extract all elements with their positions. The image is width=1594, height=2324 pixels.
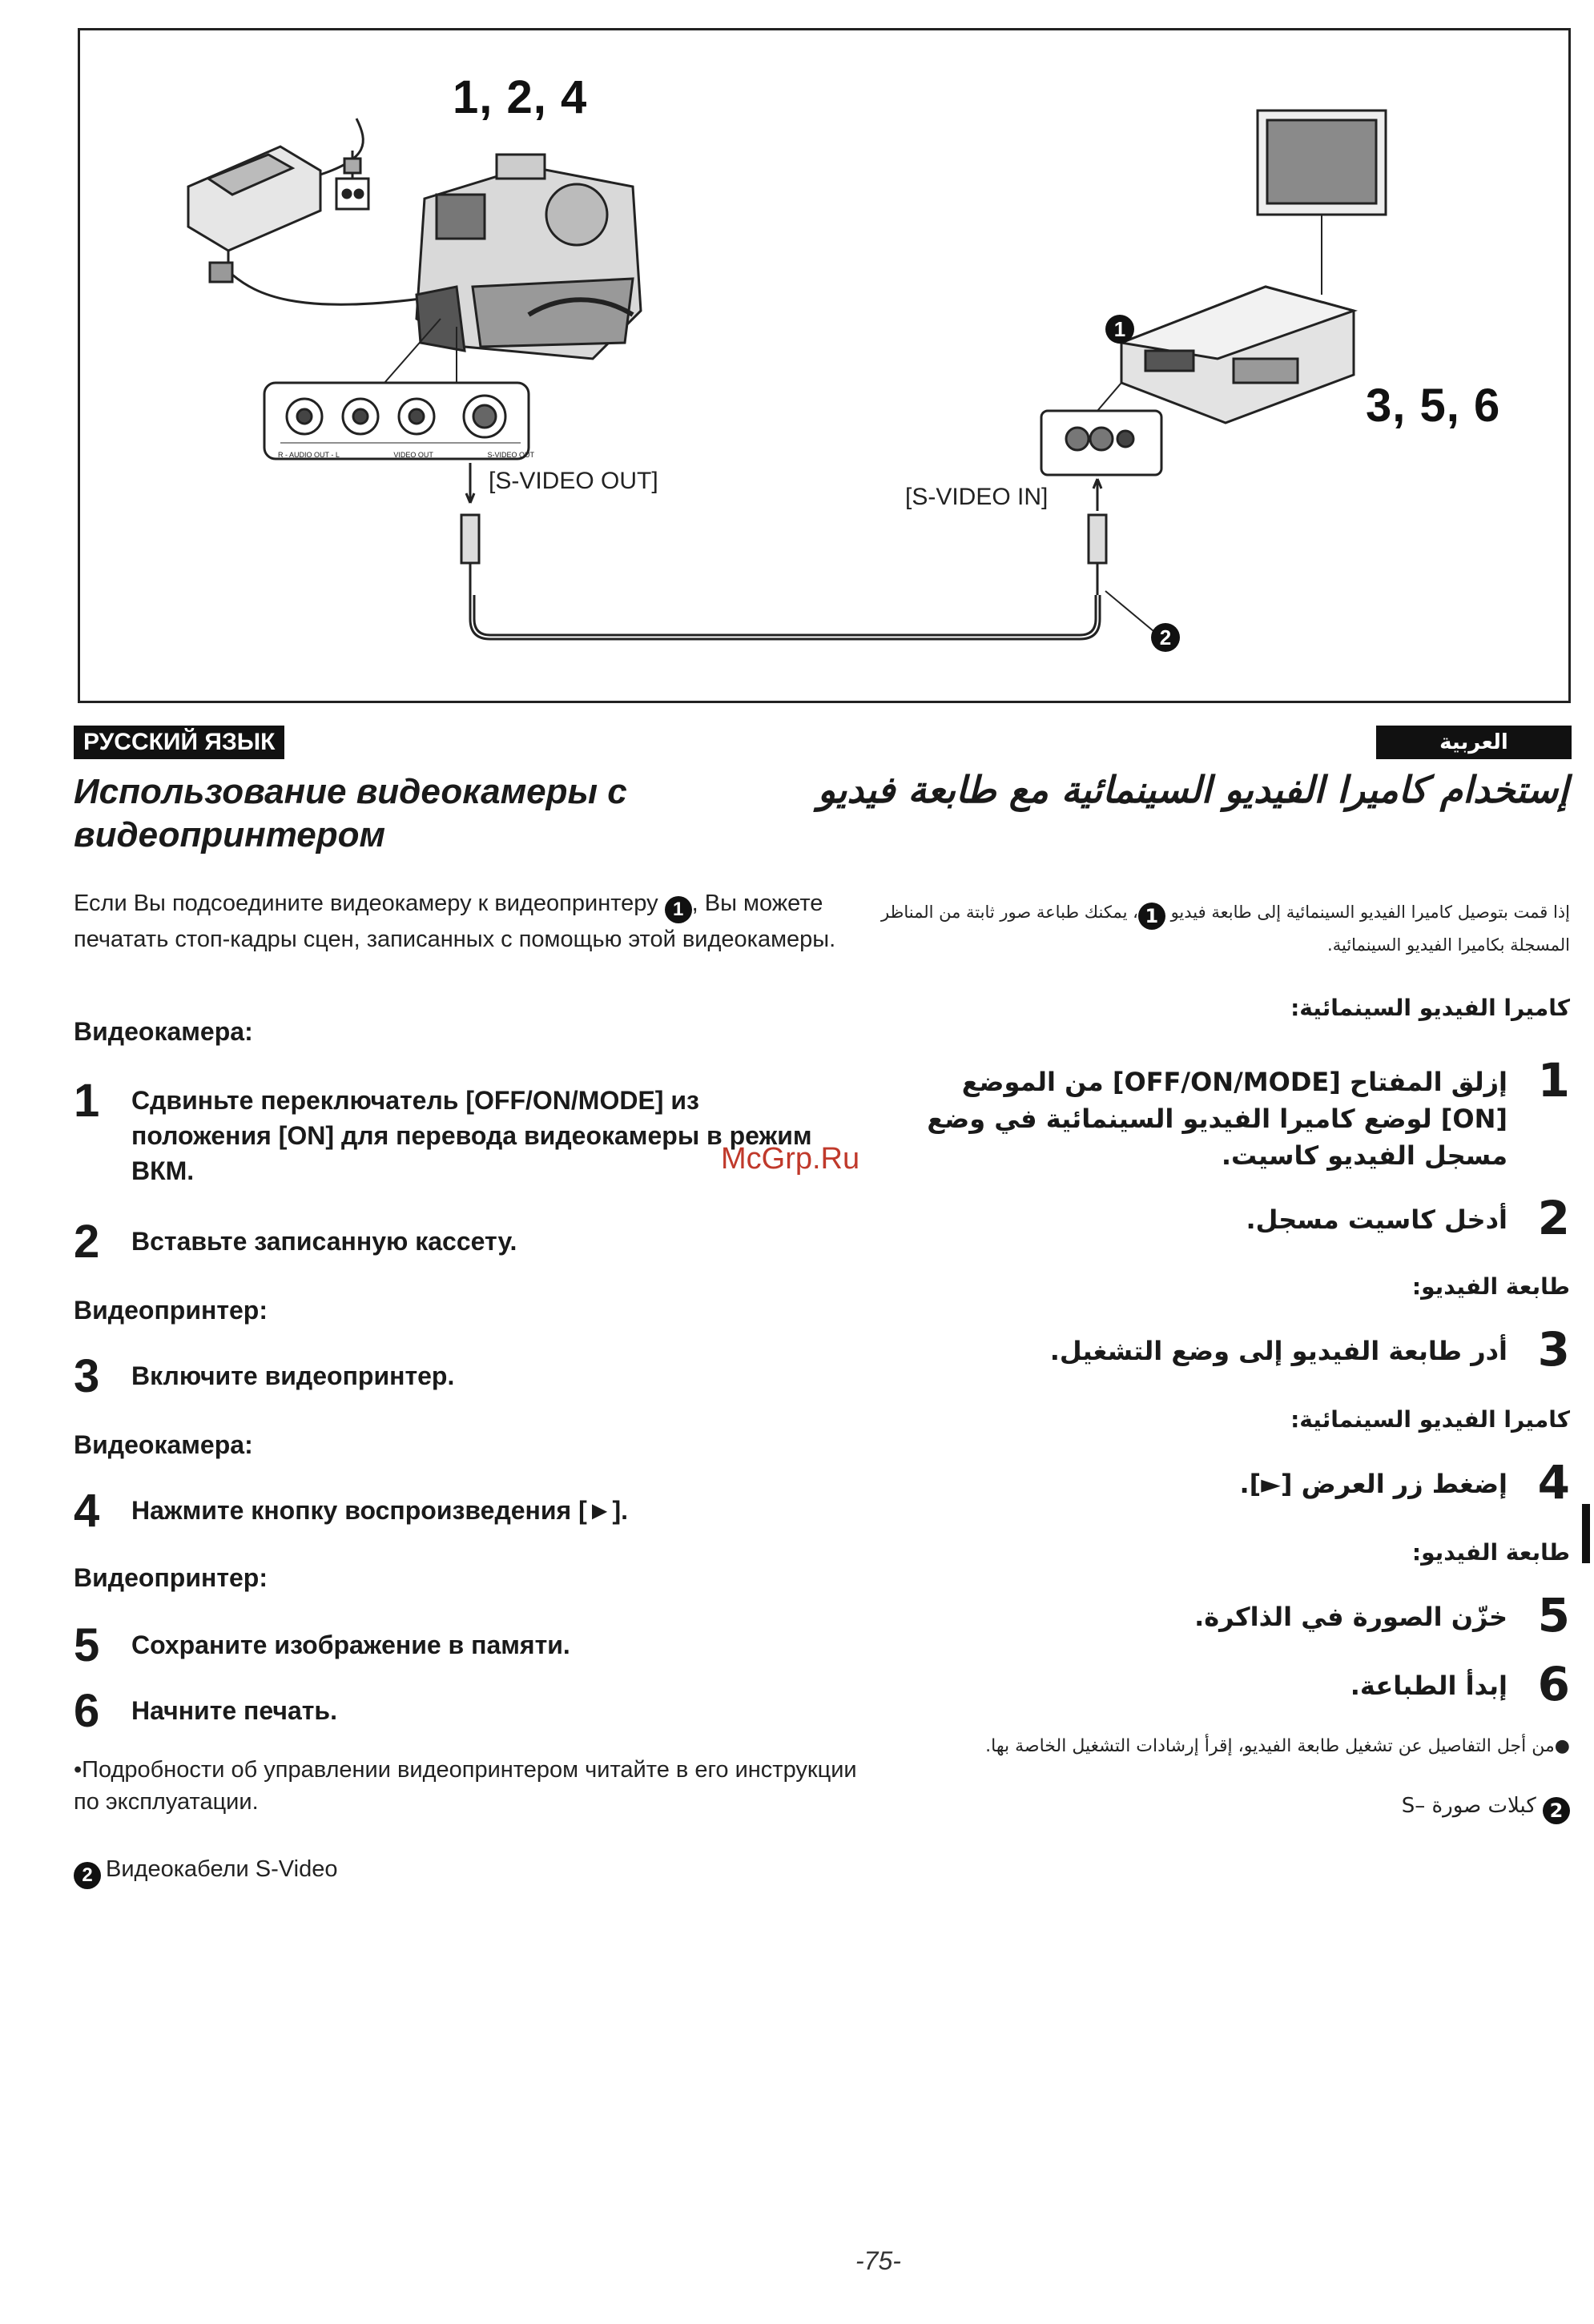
ru-step-3-text: Включите видеопринтер. (131, 1361, 455, 1390)
ar-step-4-number: 4 (1537, 1455, 1570, 1510)
ar-cable-marker: 2 (1543, 1797, 1570, 1824)
ru-step-2-text: Вставьте записанную кассету. (131, 1227, 517, 1256)
ru-cable-caption (74, 1856, 337, 1889)
ru-intro-text-b: , Вы можете печатать стоп-кадры сцен, записанных с помощью этой видеокамеры. (74, 891, 836, 952)
ar-intro-text-a: إذا قمت بتوصيل كاميرا الفيديو السينمائية إلى طابعة فيديو (1170, 903, 1570, 922)
ru-step-5-number: 5 (74, 1619, 100, 1671)
ru-step-5-text: Сохраните изображение в памяти. (131, 1630, 570, 1659)
ru-heading-printer-2: Видеопринтер: (74, 1563, 268, 1592)
arabic-language-tab: العربية (1376, 726, 1572, 759)
ru-cable-marker: 2 (74, 1862, 101, 1889)
ar-heading-camera-1: كاميرا الفيديو السينمائية: (1290, 995, 1570, 1021)
ar-heading-printer-2: طابعة الفيديو: (1411, 1539, 1570, 1566)
ru-printer-note: •Подробности об управлении видеопринтером читайте в его инструкции по эксплуатации. (74, 1757, 857, 1815)
ar-heading-printer-1: طابعة الفيديو: (1411, 1273, 1570, 1300)
ar-step-2-text: أدخل كاسيت مسجل. (1246, 1204, 1507, 1235)
ru-step-6-text: Начните печать. (131, 1696, 337, 1725)
ar-step-3-text: أدر طابعة الفيديو إلى وضع التشغيل. (1049, 1336, 1507, 1366)
ar-step-5-text: خزّن الصورة في الذاكرة. (1194, 1602, 1507, 1632)
power-plug-illustration (320, 119, 368, 209)
tv-monitor-illustration (1258, 111, 1386, 295)
ar-intro-text-b: ، يمكنك طباعة صور ثابتة من المناظر المسجلة بكاميرا الفيديو السينمائية. (881, 903, 1570, 955)
ru-cable-text: Видеокабели S-Video (106, 1856, 338, 1882)
printer-steps-label: 3, 5, 6 (1366, 380, 1501, 432)
ar-step-4-text: إضغط زر العرض [►]. (1239, 1469, 1507, 1499)
ru-section-title: Использование видеокамеры с видеопринтером (74, 772, 627, 854)
ar-step-6-number: 6 (1537, 1657, 1570, 1711)
ru-heading-printer-1: Видеопринтер: (74, 1296, 268, 1325)
page-edge-marker (1582, 1504, 1590, 1563)
ar-heading-camera-2: كاميرا الفيديو السينمائية: (1290, 1406, 1570, 1433)
ru-step-4-text: Нажмите кнопку воспроизведения [►]. (131, 1496, 628, 1525)
cable-marker-2: 2 (1151, 623, 1180, 652)
ru-heading-camera-2: Видеокамера: (74, 1430, 253, 1459)
ar-step-1-number: 1 (1537, 1053, 1570, 1108)
ar-step-2-number: 2 (1537, 1191, 1570, 1245)
ar-section-title: إستخدام كاميرا الفيديو السينمائية مع طابعة فيديو (817, 768, 1568, 811)
ru-intro-paragraph (74, 887, 875, 955)
ru-step-4-number: 4 (74, 1485, 100, 1537)
ar-step-6-text: إبدأ الطباعة. (1350, 1671, 1507, 1701)
jack-label-svideo: S-VIDEO OUT (487, 451, 534, 459)
ar-step-3-number: 3 (1537, 1322, 1570, 1377)
jack-label-row (278, 451, 534, 459)
ru-step-2-number: 2 (74, 1216, 100, 1268)
ar-printer-note: ●من أجل التفاصيل عن تشغيل طابعة الفيديو، إقرأ إرشادات التشغيل الخاصة بها. (985, 1736, 1570, 1756)
connection-diagram-drawing (80, 30, 1568, 701)
ru-intro-marker: 1 (665, 896, 692, 923)
camera-steps-label: 1, 2, 4 (453, 71, 588, 123)
printer-marker-1: 1 (1105, 315, 1134, 344)
ar-step-5-number: 5 (1537, 1588, 1570, 1642)
ac-adaptor-illustration (188, 147, 320, 282)
s-video-out-label: [S-VIDEO OUT] (489, 468, 658, 494)
ar-intro-paragraph (849, 897, 1570, 960)
jack-label-audio: R - AUDIO OUT - L (278, 451, 340, 459)
ru-step-6-number: 6 (74, 1685, 100, 1737)
jack-label-video: VIDEO OUT (393, 451, 433, 459)
ru-step-1-text: Сдвиньте переключатель [OFF/ON/MODE] из положения [ON] для перевода видеокамеры в режим ВКМ. (131, 1086, 812, 1185)
ru-heading-camera-1: Видеокамера: (74, 1017, 253, 1046)
russian-language-tab: РУССКИЙ ЯЗЫК (74, 726, 284, 759)
connection-diagram (78, 28, 1571, 703)
ar-intro-marker: 1 (1138, 903, 1165, 930)
ar-cable-text: كبلات صورة –S (1401, 1794, 1536, 1818)
printer-jack-panel (1041, 383, 1161, 475)
watermark: McGrp.Ru (721, 1142, 860, 1176)
s-video-in-label: [S-VIDEO IN] (905, 484, 1049, 510)
camcorder-illustration (417, 155, 641, 359)
ru-step-3-number: 3 (74, 1350, 100, 1402)
video-printer-illustration (1121, 287, 1354, 423)
camcorder-jack-panel (264, 383, 529, 459)
ar-step-1-text: إزلق المفتاح [OFF/ON/MODE] من الموضع [ON] لوضع كاميرا الفيديو السينمائية في وضع مسجل الفيديو كاسيت. (927, 1067, 1507, 1171)
page-number: -75- (855, 2246, 901, 2275)
ru-step-1-number: 1 (74, 1075, 100, 1127)
ar-cable-caption (1402, 1794, 1570, 1824)
ru-intro-text-a: Если Вы подсоедините видеокамеру к видеопринтеру (74, 891, 658, 916)
